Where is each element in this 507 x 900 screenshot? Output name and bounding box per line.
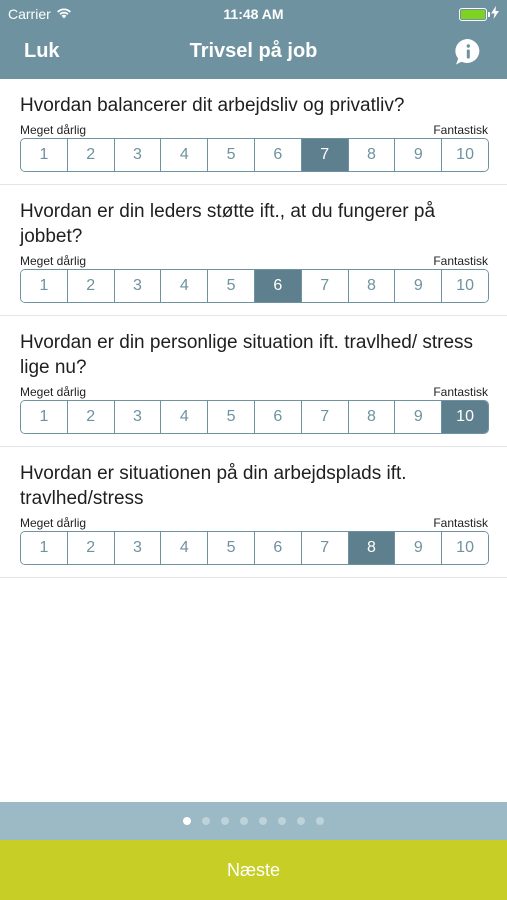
scale-high-label: Fantastisk xyxy=(433,254,488,268)
status-right xyxy=(459,6,499,22)
scale-high-label: Fantastisk xyxy=(433,123,488,137)
scale-labels xyxy=(20,124,488,137)
page-dot xyxy=(316,817,324,825)
rating-scale xyxy=(20,138,489,172)
charging-icon xyxy=(491,6,499,22)
rating-option-7[interactable]: 7 xyxy=(301,270,348,302)
rating-option-7[interactable]: 7 xyxy=(301,139,348,171)
scale-labels xyxy=(20,255,488,268)
scale-low-label: Meget dårlig xyxy=(20,385,87,399)
rating-option-4[interactable]: 4 xyxy=(160,401,207,433)
rating-option-8[interactable]: 8 xyxy=(348,532,395,564)
question-item xyxy=(0,316,507,447)
question-list xyxy=(0,79,507,578)
next-button[interactable]: Næste xyxy=(0,840,507,900)
rating-option-9[interactable]: 9 xyxy=(394,401,441,433)
rating-option-10[interactable]: 10 xyxy=(441,532,488,564)
rating-option-4[interactable]: 4 xyxy=(160,139,207,171)
rating-option-1[interactable]: 1 xyxy=(21,401,67,433)
page-title: Trivsel på job xyxy=(189,40,318,62)
rating-option-6[interactable]: 6 xyxy=(254,401,301,433)
rating-option-8[interactable]: 8 xyxy=(348,270,395,302)
page-indicator xyxy=(0,802,507,840)
question-item xyxy=(0,447,507,578)
scale-labels xyxy=(20,386,488,399)
rating-option-1[interactable]: 1 xyxy=(21,270,67,302)
rating-option-2[interactable]: 2 xyxy=(67,401,114,433)
rating-option-6[interactable]: 6 xyxy=(254,532,301,564)
rating-scale xyxy=(20,269,489,303)
page-dot xyxy=(183,817,191,825)
page-dot xyxy=(259,817,267,825)
question-item xyxy=(0,185,507,316)
rating-option-5[interactable]: 5 xyxy=(207,401,254,433)
scale-low-label: Meget dårlig xyxy=(20,123,87,137)
rating-option-6[interactable]: 6 xyxy=(254,270,301,302)
rating-option-8[interactable]: 8 xyxy=(348,401,395,433)
rating-option-7[interactable]: 7 xyxy=(301,401,348,433)
rating-option-3[interactable]: 3 xyxy=(114,401,161,433)
rating-option-2[interactable]: 2 xyxy=(67,270,114,302)
rating-option-2[interactable]: 2 xyxy=(67,139,114,171)
rating-option-8[interactable]: 8 xyxy=(348,139,395,171)
rating-option-5[interactable]: 5 xyxy=(207,532,254,564)
rating-option-10[interactable]: 10 xyxy=(441,270,488,302)
rating-option-9[interactable]: 9 xyxy=(394,270,441,302)
rating-option-10[interactable]: 10 xyxy=(441,401,488,433)
scale-high-label: Fantastisk xyxy=(433,385,488,399)
close-button[interactable]: Luk xyxy=(24,40,60,62)
status-time: 11:48 AM xyxy=(223,6,284,22)
rating-option-10[interactable]: 10 xyxy=(441,139,488,171)
page-dot xyxy=(240,817,248,825)
rating-option-9[interactable]: 9 xyxy=(394,139,441,171)
page-dot xyxy=(297,817,305,825)
scale-labels xyxy=(20,517,488,530)
rating-scale xyxy=(20,400,489,434)
info-icon[interactable] xyxy=(453,37,483,67)
rating-option-4[interactable]: 4 xyxy=(160,532,207,564)
rating-option-1[interactable]: 1 xyxy=(21,532,67,564)
rating-option-7[interactable]: 7 xyxy=(301,532,348,564)
page-dot xyxy=(202,817,210,825)
status-bar xyxy=(0,0,507,28)
page-dot xyxy=(221,817,229,825)
scale-high-label: Fantastisk xyxy=(433,516,488,530)
rating-option-4[interactable]: 4 xyxy=(160,270,207,302)
scale-low-label: Meget dårlig xyxy=(20,516,87,530)
question-text: Hvordan er din leders støtte ift., at du fungerer på jobbet? xyxy=(20,201,436,247)
rating-option-3[interactable]: 3 xyxy=(114,139,161,171)
rating-scale xyxy=(20,531,489,565)
carrier-label: Carrier xyxy=(8,6,51,22)
app-header xyxy=(0,0,507,79)
rating-option-5[interactable]: 5 xyxy=(207,139,254,171)
rating-option-3[interactable]: 3 xyxy=(114,532,161,564)
rating-option-2[interactable]: 2 xyxy=(67,532,114,564)
question-text: Hvordan er din personlige situation ift. travlhed/ stress lige nu? xyxy=(20,332,474,378)
scale-low-label: Meget dårlig xyxy=(20,254,87,268)
rating-option-1[interactable]: 1 xyxy=(21,139,67,171)
page-dot xyxy=(278,817,286,825)
question-text: Hvordan er situationen på din arbejdsplads ift. travlhed/stress xyxy=(20,463,407,509)
rating-option-5[interactable]: 5 xyxy=(207,270,254,302)
rating-option-3[interactable]: 3 xyxy=(114,270,161,302)
rating-option-6[interactable]: 6 xyxy=(254,139,301,171)
question-text: Hvordan balancerer dit arbejdsliv og privatliv? xyxy=(20,95,405,116)
question-item xyxy=(0,79,507,185)
rating-option-9[interactable]: 9 xyxy=(394,532,441,564)
battery-icon xyxy=(459,8,487,21)
